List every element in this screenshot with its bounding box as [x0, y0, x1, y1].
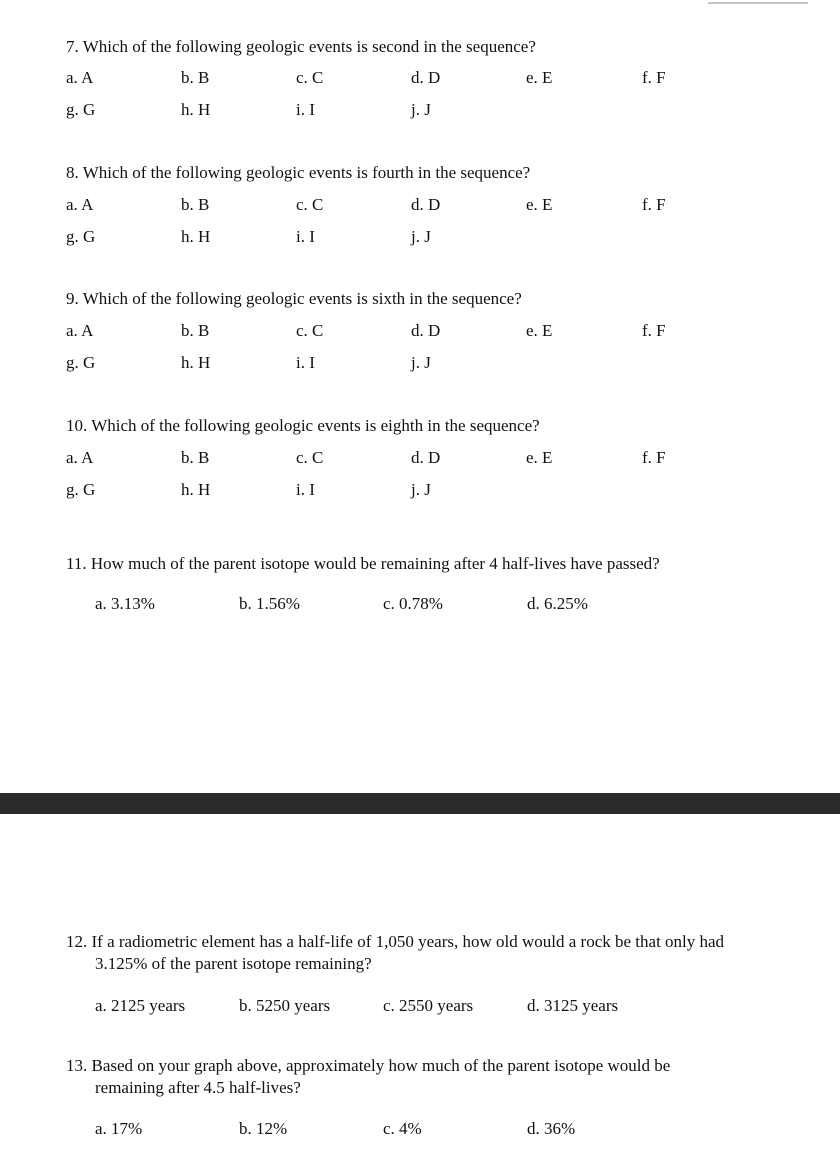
q11-option-c[interactable]: c. 0.78%	[383, 594, 443, 613]
q13-option-a[interactable]: a. 17%	[95, 1119, 143, 1138]
q10-option-d[interactable]: d. D	[411, 448, 441, 467]
question-12-text-line2: 3.125% of the parent isotope remaining?	[95, 954, 372, 973]
q7-option-e[interactable]: e. E	[526, 68, 553, 87]
q9-option-d[interactable]: d. D	[411, 321, 441, 340]
q8-option-a[interactable]: a. A	[66, 195, 94, 214]
q8-option-d[interactable]: d. D	[411, 195, 441, 214]
page-header-fragment	[708, 0, 808, 4]
q7-option-a[interactable]: a. A	[66, 68, 94, 87]
q9-option-c[interactable]: c. C	[296, 321, 324, 340]
q12-option-a[interactable]: a. 2125 years	[95, 996, 186, 1015]
question-13-text-line1: 13. Based on your graph above, approximately how much of the parent isotope would be	[66, 1056, 671, 1075]
q9-option-f[interactable]: f. F	[642, 321, 666, 340]
question-12-text-line1: 12. If a radiometric element has a half-life of 1,050 years, how old would a rock be that only had	[66, 932, 725, 951]
q10-option-f[interactable]: f. F	[642, 448, 666, 467]
q12-option-d[interactable]: d. 3125 years	[527, 996, 619, 1015]
q12-option-c[interactable]: c. 2550 years	[383, 996, 474, 1015]
q10-option-i[interactable]: i. I	[296, 480, 315, 499]
q13-option-b[interactable]: b. 12%	[239, 1119, 288, 1138]
q7-option-c[interactable]: c. C	[296, 68, 324, 87]
page-divider	[0, 793, 840, 814]
q7-option-h[interactable]: h. H	[181, 100, 211, 119]
q8-option-b[interactable]: b. B	[181, 195, 210, 214]
q7-option-j[interactable]: j. J	[411, 100, 431, 119]
q11-option-b[interactable]: b. 1.56%	[239, 594, 300, 613]
q10-option-a[interactable]: a. A	[66, 448, 94, 467]
question-8-text: 8. Which of the following geologic events is fourth in the sequence?	[66, 163, 531, 182]
q9-option-b[interactable]: b. B	[181, 321, 210, 340]
q8-option-h[interactable]: h. H	[181, 227, 211, 246]
q10-option-c[interactable]: c. C	[296, 448, 324, 467]
q9-option-h[interactable]: h. H	[181, 353, 211, 372]
q11-option-a[interactable]: a. 3.13%	[95, 594, 155, 613]
q7-option-f[interactable]: f. F	[642, 68, 666, 87]
q10-option-g[interactable]: g. G	[66, 480, 96, 499]
question-9-text: 9. Which of the following geologic events is sixth in the sequence?	[66, 289, 522, 308]
q7-option-d[interactable]: d. D	[411, 68, 441, 87]
q8-option-c[interactable]: c. C	[296, 195, 324, 214]
q9-option-a[interactable]: a. A	[66, 321, 94, 340]
q10-option-b[interactable]: b. B	[181, 448, 210, 467]
q8-option-g[interactable]: g. G	[66, 227, 96, 246]
q8-option-i[interactable]: i. I	[296, 227, 315, 246]
q8-option-e[interactable]: e. E	[526, 195, 553, 214]
question-13-text-line2: remaining after 4.5 half-lives?	[95, 1078, 301, 1097]
q10-option-j[interactable]: j. J	[411, 480, 431, 499]
question-11-text: 11. How much of the parent isotope would be remaining after 4 half-lives have passed?	[66, 554, 660, 573]
q9-option-j[interactable]: j. J	[411, 353, 431, 372]
q8-option-f[interactable]: f. F	[642, 195, 666, 214]
q9-option-g[interactable]: g. G	[66, 353, 96, 372]
q10-option-h[interactable]: h. H	[181, 480, 211, 499]
q13-option-c[interactable]: c. 4%	[383, 1119, 422, 1138]
q10-option-e[interactable]: e. E	[526, 448, 553, 467]
q12-option-b[interactable]: b. 5250 years	[239, 996, 331, 1015]
q7-option-b[interactable]: b. B	[181, 68, 210, 87]
question-10-text: 10. Which of the following geologic events is eighth in the sequence?	[66, 416, 540, 435]
q7-option-g[interactable]: g. G	[66, 100, 96, 119]
q9-option-e[interactable]: e. E	[526, 321, 553, 340]
q13-option-d[interactable]: d. 36%	[527, 1119, 576, 1138]
q8-option-j[interactable]: j. J	[411, 227, 431, 246]
q7-option-i[interactable]: i. I	[296, 100, 315, 119]
q11-option-d[interactable]: d. 6.25%	[527, 594, 588, 613]
q9-option-i[interactable]: i. I	[296, 353, 315, 372]
question-7-text: 7. Which of the following geologic events is second in the sequence?	[66, 37, 536, 56]
